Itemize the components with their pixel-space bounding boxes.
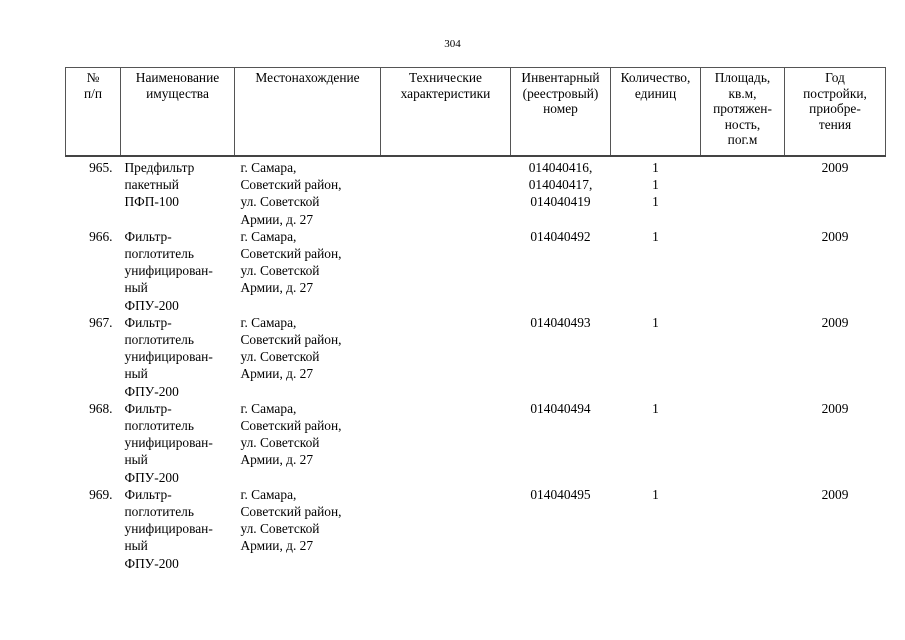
row-year: 2009 [821,400,849,416]
row-area [701,314,785,400]
row-tech [381,486,511,572]
header-name: Наименование имущества [121,68,235,157]
row-location: г. Самара, Советский район, ул. Советской Армии, д. 27 [240,486,342,554]
table-header [66,68,886,157]
row-name: Фильтр- поглотитель унифицирован- ный ФПУ-200 [124,314,213,399]
table-row [66,486,886,572]
row-tech [381,314,511,400]
row-inventory: 014040416, 014040417, 014040419 [528,160,593,210]
row-tech [381,156,511,228]
row-inventory: 014040493 [530,314,591,330]
header-inventory: Инвентарный (реестровый) номер [511,68,611,157]
header-quantity: Количество, единиц [611,68,701,157]
row-number: 967. [89,314,113,330]
page-number: 304 [444,38,461,50]
row-location: г. Самара, Советский район, ул. Советской Армии, д. 27 [240,228,342,296]
row-area [701,400,785,486]
row-area [701,486,785,572]
row-name: Фильтр- поглотитель унифицирован- ный ФПУ-200 [124,228,213,313]
row-quantity: 1 [652,314,659,330]
row-year: 2009 [821,314,849,330]
header-number: № п/п [66,68,121,157]
row-number: 969. [89,486,113,502]
header-tech: Технические характеристики [381,68,511,157]
row-year: 2009 [821,228,849,244]
row-location: г. Самара, Советский район, ул. Советской Армии, д. 27 [240,160,342,227]
row-location: г. Самара, Советский район, ул. Советской Армии, д. 27 [240,314,342,382]
table-row [66,400,886,486]
row-quantity: 1 [652,228,659,244]
row-number: 966. [89,228,113,244]
row-tech [381,228,511,314]
row-name: Фильтр- поглотитель унифицирован- ный ФПУ-200 [124,400,213,485]
row-name: Фильтр- поглотитель унифицирован- ный ФПУ-200 [124,486,213,571]
row-area [701,156,785,228]
table-row [66,314,886,400]
table-row [66,156,886,228]
row-number: 965. [89,160,113,175]
header-year: Год постройки, приобре- тения [785,68,886,157]
row-inventory: 014040492 [530,228,591,244]
header-location: Местонахождение [235,68,381,157]
row-area [701,228,785,314]
row-location: г. Самара, Советский район, ул. Советской Армии, д. 27 [240,400,342,468]
table-row [66,228,886,314]
row-name: Предфильтр пакетный ПФП-100 [124,160,195,210]
row-quantity: 1 [652,400,659,416]
row-number: 968. [89,400,113,416]
header-area: Площадь, кв.м, протяжен- ность, пог.м [701,68,785,157]
row-inventory: 014040494 [530,400,591,416]
row-quantity: 1 [652,486,659,502]
row-tech [381,400,511,486]
table-body [66,156,886,572]
property-table [65,67,886,572]
row-quantity: 1 1 1 [652,160,659,210]
row-inventory: 014040495 [530,486,591,502]
row-year: 2009 [821,160,849,175]
row-year: 2009 [821,486,849,502]
